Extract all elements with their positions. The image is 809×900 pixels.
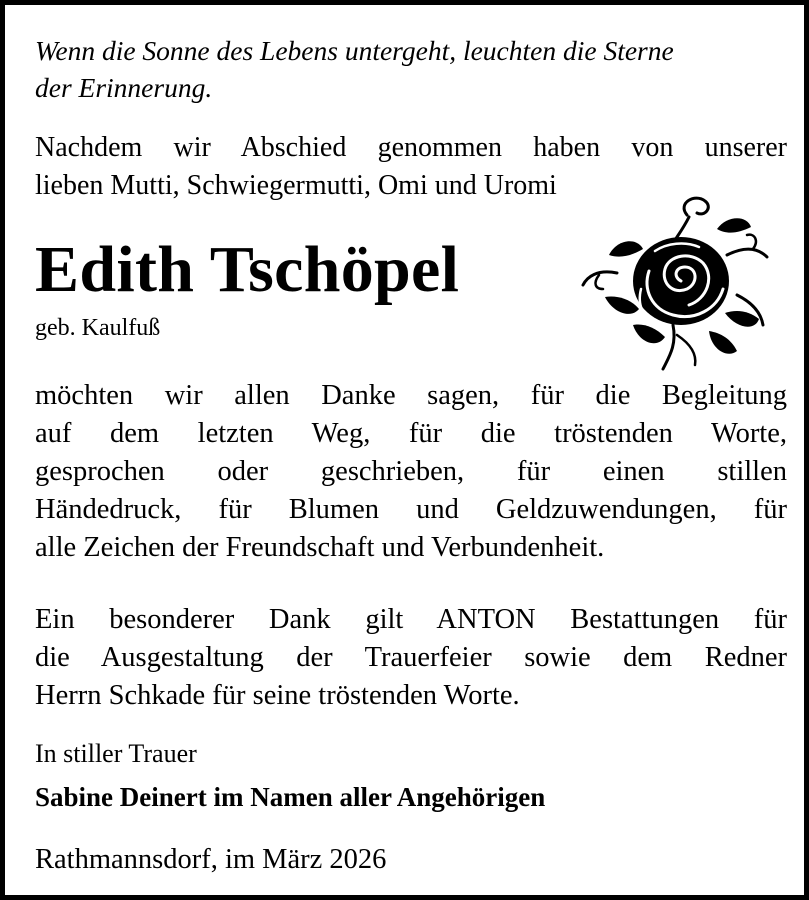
special-thanks-line-3: Herrn Schkade für seine tröstenden Worte.: [35, 680, 520, 711]
quote-line-2: der Erinnerung.: [35, 72, 213, 103]
intro-line-1: Nachdem wir Abschied genommen haben von unserer: [35, 132, 787, 163]
thanks-line-4: Händedruck, für Blumen und Geldzuwendungen, für: [35, 494, 787, 525]
place-date: Rathmannsdorf, im März 2026: [35, 844, 387, 875]
signer-line: Sabine Deinert im Namen aller Angehörigen: [35, 782, 546, 812]
rose-icon: [577, 185, 777, 375]
thanks-line-2: auf dem letzten Weg, für die tröstenden Worte,: [35, 418, 787, 449]
birth-name: geb. Kaulfuß: [35, 315, 161, 341]
thanks-paragraph: [35, 377, 787, 567]
thanks-line-3: gesprochen oder geschrieben, für einen stillen: [35, 456, 787, 487]
memorial-quote: [35, 32, 780, 106]
quote-line-1: Wenn die Sonne des Lebens untergeht, leuchten die Sterne: [35, 35, 674, 66]
thanks-line-1: möchten wir allen Danke sagen, für die Begleitung: [35, 380, 787, 411]
special-thanks-line-2: die Ausgestaltung der Trauerfeier sowie dem Redner: [35, 642, 787, 673]
deceased-name: Edith Tschöpel: [35, 233, 460, 306]
special-thanks-paragraph: [35, 601, 787, 715]
intro-line-2: lieben Mutti, Schwiegermutti, Omi und Uromi: [35, 170, 557, 201]
mourning-phrase: In stiller Trauer: [35, 739, 197, 768]
thanks-line-5: alle Zeichen der Freundschaft und Verbundenheit.: [35, 532, 605, 563]
special-thanks-line-1: Ein besonderer Dank gilt ANTON Bestattungen für: [35, 604, 787, 635]
